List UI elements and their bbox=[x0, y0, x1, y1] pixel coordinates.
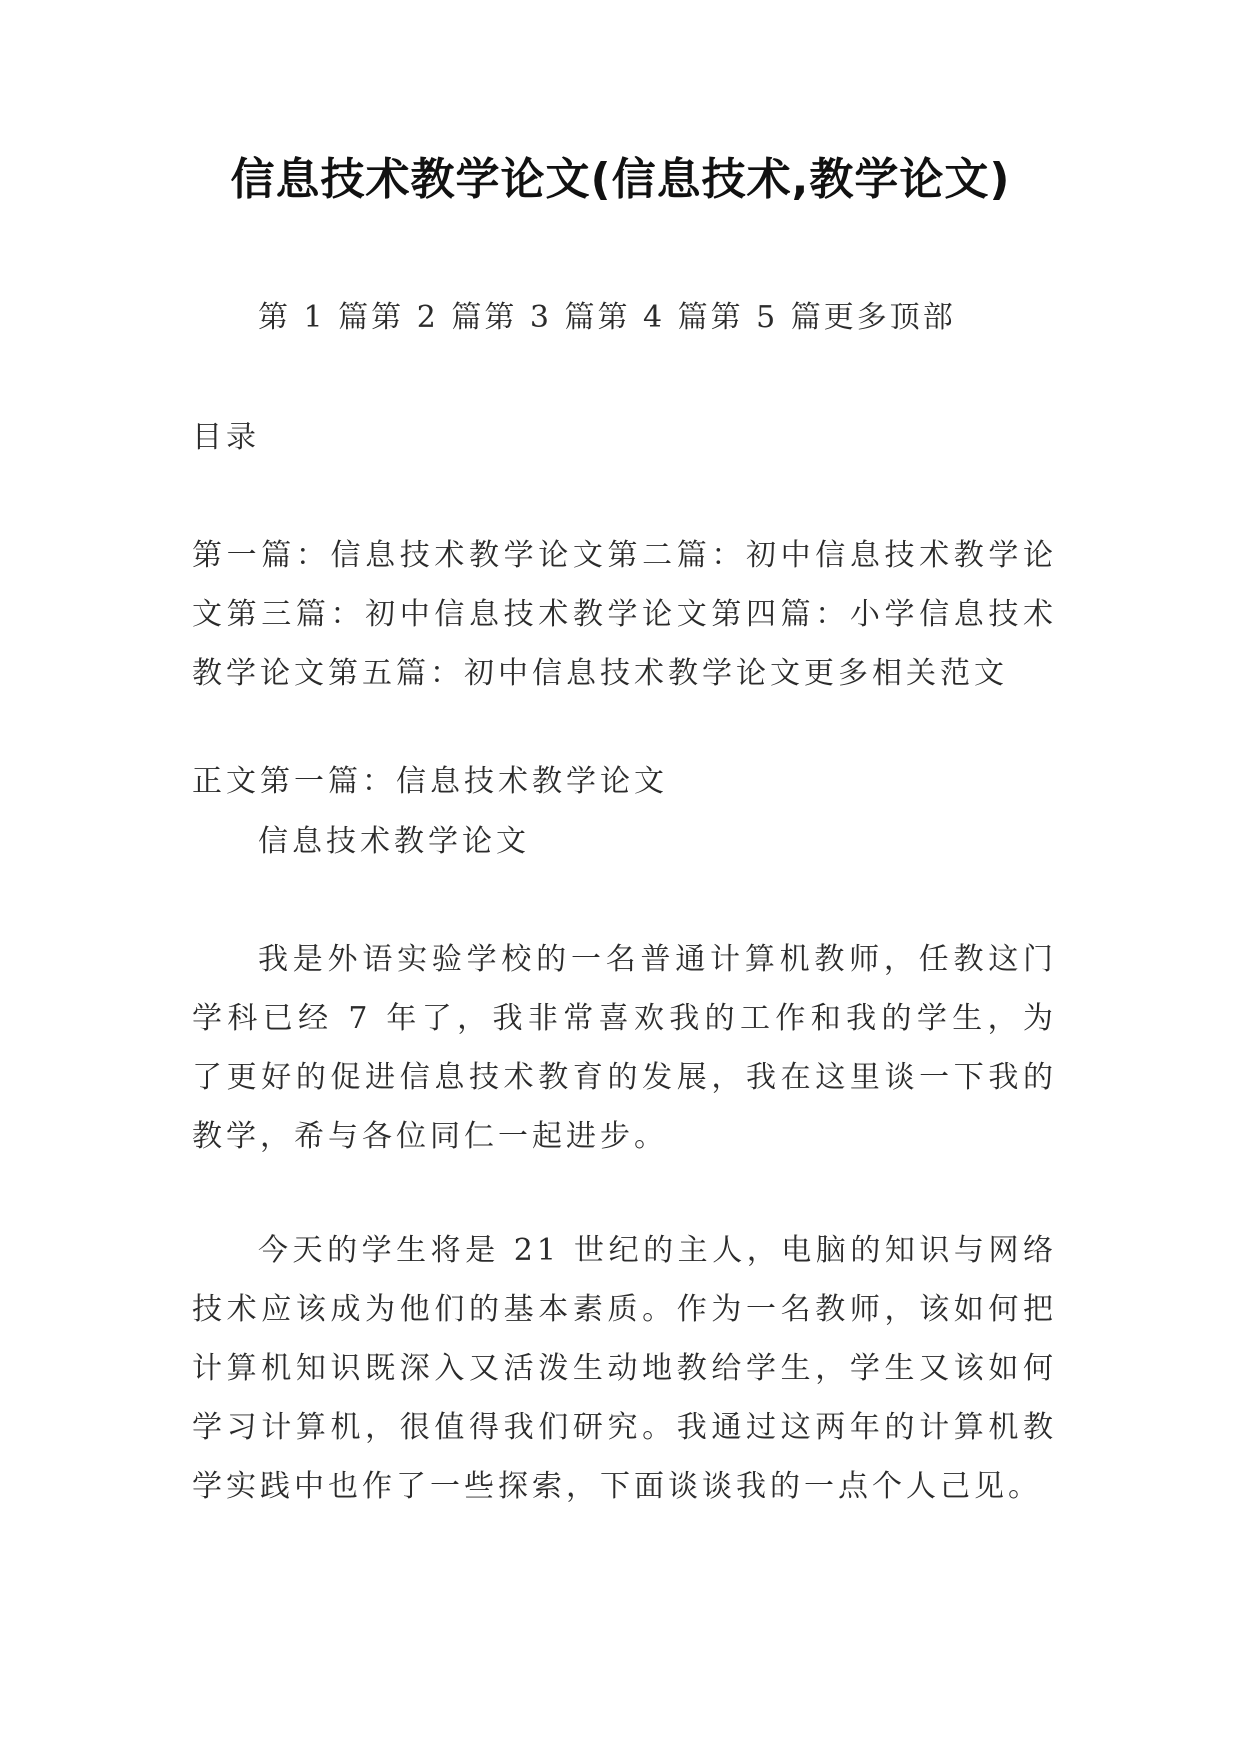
paragraph-1: 我是外语实验学校的一名普通计算机教师，任教这门学科已经 7 年了，我非常喜欢我的工作和我的学生，为了更好的促进信息技术教育的发展，我在这里谈一下我的教学，希与各位同仁一起进步。 bbox=[192, 942, 1057, 1154]
document-title: 信息技术教学论文(信息技术,教学论文) bbox=[230, 154, 1011, 205]
toc-heading: 目录 bbox=[192, 420, 260, 455]
toc-list[interactable]: 第一篇：信息技术教学论文第二篇：初中信息技术教学论文第三篇：初中信息技术教学论文第四篇：小学信息技术教学论文第五篇：初中信息技术教学论文更多相关范文 bbox=[192, 538, 1057, 691]
body-heading: 正文第一篇：信息技术教学论文 bbox=[192, 764, 668, 799]
chapter-navigation[interactable]: 第 1 篇第 2 篇第 3 篇第 4 篇第 5 篇更多顶部 bbox=[258, 300, 956, 335]
paragraph-2: 今天的学生将是 21 世纪的主人，电脑的知识与网络技术应该成为他们的基本素质。作为一名教师，该如何把计算机知识既深入又活泼生动地教给学生，学生又该如何学习计算机，很值得我们研究。我通过这两年的计算机教学实践中也作了一些探索，下面谈谈我的一点个人己见。 bbox=[192, 1233, 1057, 1504]
article-subtitle: 信息技术教学论文 bbox=[258, 824, 530, 859]
